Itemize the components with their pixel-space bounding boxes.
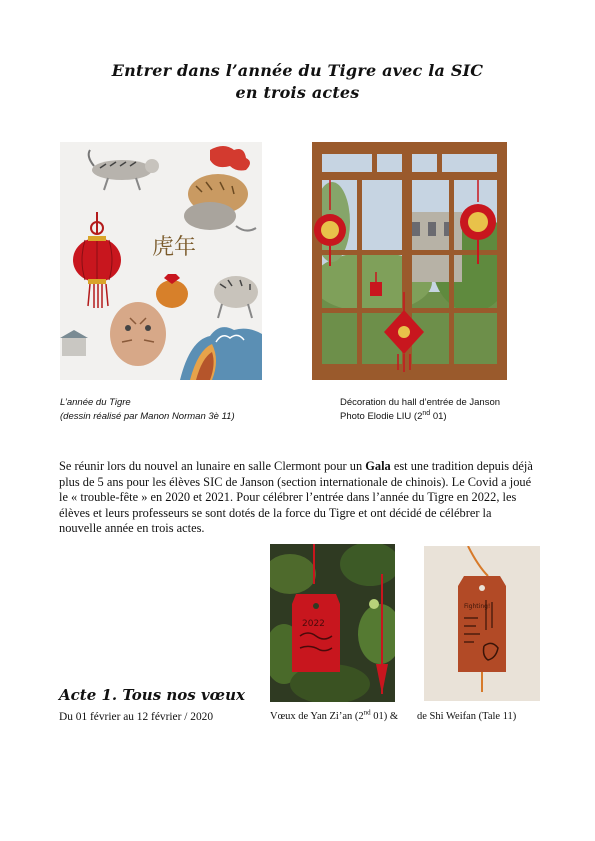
hall-caption-prefix: Photo Elodie LIU (2 bbox=[340, 411, 423, 422]
page-title bbox=[60, 60, 535, 104]
wish-caption-sup: nd bbox=[363, 708, 371, 717]
chinese-characters: 虎年 bbox=[152, 235, 197, 260]
hall-caption-suffix: 01) bbox=[430, 411, 447, 422]
intro-paragraph bbox=[59, 459, 537, 537]
tiger-head-drawing bbox=[110, 302, 166, 366]
tiger-caption-line-1: L’année du Tigre bbox=[60, 397, 131, 408]
intro-bold-gala: Gala bbox=[365, 459, 391, 473]
intro-text-part-2: est une tradition depuis déjà plus de 5 ans pour les élèves SIC de Janson (section internationale de chinois). Le Covid a joué le « trouble-fête » en 2020 et 2021. Pour célébrer l’entrée dans l’année du Tigre en 2022, les élèves et leurs professeurs se sont dotés de la force du Tigre et ont décidé de célébrer la nouvelle année en trois actes. bbox=[59, 459, 533, 535]
act-1-dates: Du 01 février au 12 février / 2020 bbox=[59, 711, 214, 723]
wish-tags-caption bbox=[270, 708, 399, 722]
wish-caption-prefix: Vœux de Yan Zi’an (2 bbox=[270, 711, 364, 722]
hall-caption-line-1: Décoration du hall d’entrée de Janson bbox=[340, 397, 501, 408]
tiger-caption-line-2: (dessin réalisé par Manon Norman 3è 11) bbox=[60, 411, 235, 422]
hall-decoration-photo bbox=[312, 142, 507, 380]
hall-caption-line-2 bbox=[340, 410, 500, 424]
wish-tag-photo-2 bbox=[424, 546, 540, 701]
tag-1-year-text: 2022 bbox=[302, 619, 325, 629]
hall-photo-caption bbox=[340, 396, 500, 424]
act-1-heading: Acte 1. Tous nos vœux bbox=[59, 686, 245, 704]
wish-caption-middle: 01) & bbox=[370, 711, 399, 722]
tiger-drawing-caption bbox=[60, 396, 235, 424]
hall-caption-sup: nd bbox=[422, 409, 431, 417]
intro-text-part-1: Se réunir lors du nouvel an lunaire en salle Clermont pour un bbox=[59, 459, 366, 473]
tiger-drawing-image bbox=[60, 142, 262, 380]
title-line-1: Entrer dans l’année du Tigre avec la SIC bbox=[111, 61, 484, 80]
wish-tag-photo-1 bbox=[270, 544, 395, 702]
tag-2-text: Fighting! bbox=[464, 603, 491, 610]
wish-tags-caption-end: de Shi Weifan (Tale 11) bbox=[417, 711, 517, 722]
title-line-2: en trois actes bbox=[235, 83, 360, 102]
